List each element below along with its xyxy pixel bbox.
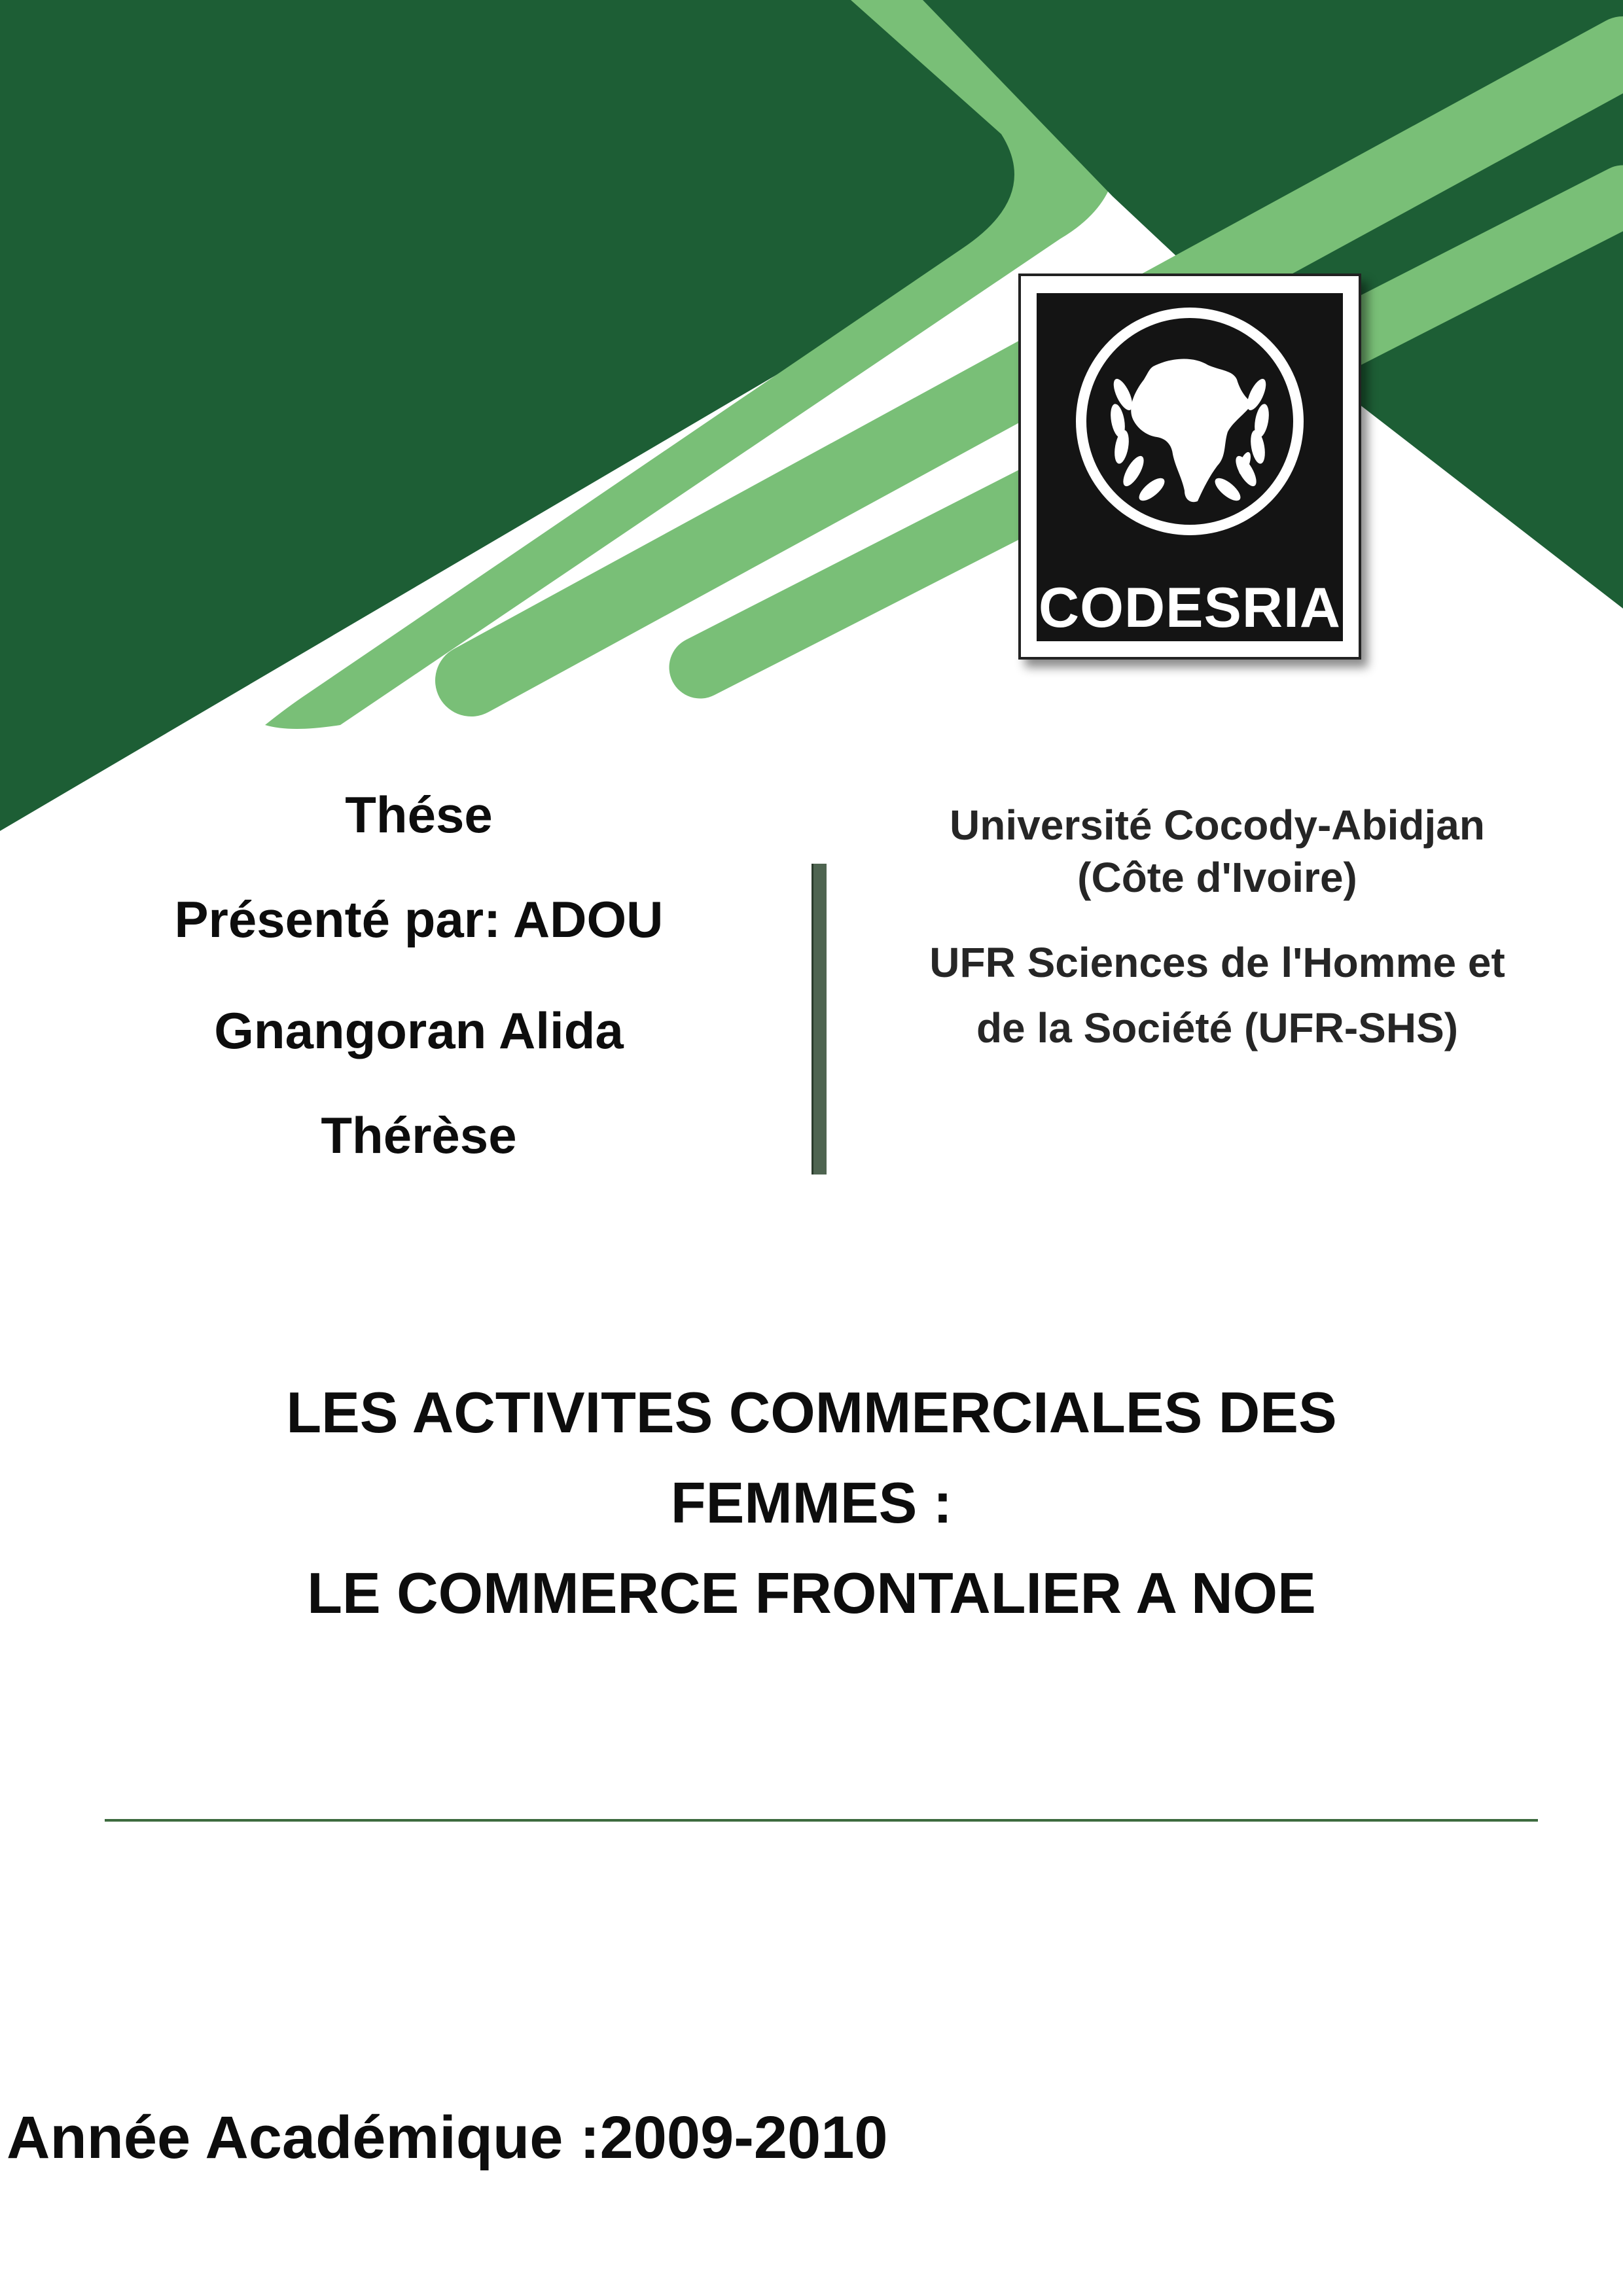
title-line2: FEMMES : bbox=[670, 1470, 953, 1535]
vertical-divider bbox=[812, 864, 827, 1174]
faculty-line1: UFR Sciences de l'Homme et bbox=[929, 939, 1505, 986]
logo-background bbox=[1037, 293, 1343, 641]
logo-wordmark: CODESRIA bbox=[1039, 576, 1341, 639]
thesis-title bbox=[105, 1368, 1518, 1638]
horizontal-rule bbox=[105, 1819, 1538, 1822]
author-name-line1: Gnangoran Alida bbox=[214, 1002, 624, 1059]
university-name: Université Cocody-Abidjan bbox=[950, 802, 1485, 849]
presented-by-label: Présenté par: ADOU bbox=[174, 891, 664, 948]
title-line3: LE COMMERCE FRONTALIER A NOE bbox=[307, 1561, 1316, 1625]
university-country: (Côte d'Ivoire) bbox=[1077, 854, 1357, 901]
faculty-line2: de la Société (UFR-SHS) bbox=[976, 1004, 1459, 1051]
dark-green-bottom-triangle bbox=[1086, 2120, 1296, 2296]
africa-laurel-emblem-icon bbox=[1037, 293, 1343, 555]
title-line1: LES ACTIVITES COMMERCIALES DES bbox=[286, 1380, 1337, 1445]
academic-year: Année Académique :2009-2010 bbox=[7, 2104, 888, 2171]
document-type-label: Thése bbox=[345, 786, 493, 843]
codesria-logo bbox=[1018, 274, 1361, 660]
author-name-line2: Thérèse bbox=[321, 1106, 517, 1164]
